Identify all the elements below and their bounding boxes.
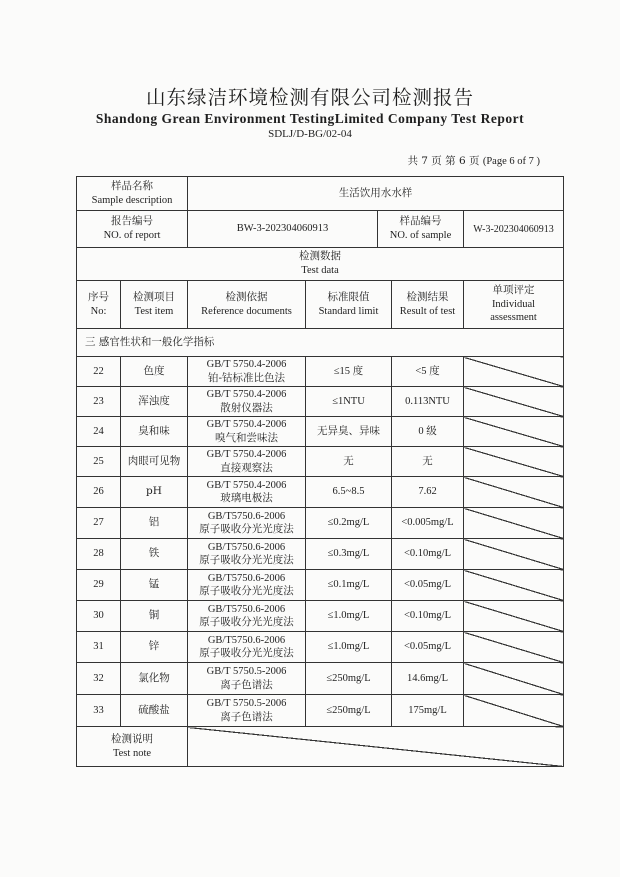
row-assessment-empty xyxy=(464,632,564,663)
reference-standard: GB/T5750.6-2006 xyxy=(207,603,286,615)
row-result: 0.113NTU xyxy=(392,387,464,417)
row-no: 24 xyxy=(77,417,121,447)
row-result: <0.005mg/L xyxy=(392,508,464,539)
row-result: 0 级 xyxy=(392,417,464,447)
row-limit: ≤0.2mg/L xyxy=(306,508,392,539)
row-result: <0.05mg/L xyxy=(392,632,464,663)
test-note-label-en: Test note xyxy=(112,747,152,759)
reference-standard: GB/T 5750.4-2006 xyxy=(206,359,287,371)
reference-standard: GB/T5750.6-2006 xyxy=(207,541,286,553)
test-note-label-cn: 检测说明 xyxy=(111,732,153,745)
row-result: <0.05mg/L xyxy=(392,570,464,601)
row-reference xyxy=(188,477,306,508)
row-assessment-empty xyxy=(464,663,564,695)
row-reference xyxy=(188,357,306,387)
reference-standard: GB/T5750.6-2006 xyxy=(207,572,286,584)
row-no: 23 xyxy=(77,387,121,417)
row-assessment-empty xyxy=(464,539,564,570)
row-item: 硫酸盐 xyxy=(121,695,188,727)
table-row xyxy=(77,447,564,477)
page-indicator xyxy=(407,153,540,168)
row-limit: ≤0.1mg/L xyxy=(306,570,392,601)
reference-standard: GB/T 5750.5-2006 xyxy=(206,666,287,678)
table-row xyxy=(77,663,564,695)
reference-method: 原子吸收分光光度法 xyxy=(199,554,294,566)
row-item: 色度 xyxy=(121,357,188,387)
row-result: 7.62 xyxy=(392,477,464,508)
page-indicator-cn: 共 7 页 第 6 页 xyxy=(407,155,480,167)
row-reference xyxy=(188,695,306,727)
col-header-assessment: 单项评定 Individual assessment xyxy=(464,281,564,329)
row-result: <0.10mg/L xyxy=(392,539,464,570)
row-assessment-empty xyxy=(464,570,564,601)
row-limit: ≤1.0mg/L xyxy=(306,601,392,632)
row-item: 铜 xyxy=(121,601,188,632)
test-report-table xyxy=(76,176,564,767)
col-header-result: 检测结果 Result of test xyxy=(392,281,464,329)
row-limit: ≤1NTU xyxy=(306,387,392,417)
row-result: <0.10mg/L xyxy=(392,601,464,632)
row-no: 33 xyxy=(77,695,121,727)
test-note-value-empty xyxy=(188,727,564,767)
row-no: 28 xyxy=(77,539,121,570)
table-row xyxy=(77,570,564,601)
row-limit: ≤250mg/L xyxy=(306,663,392,695)
row-assessment-empty xyxy=(464,508,564,539)
section-title-row xyxy=(77,329,564,357)
row-reference xyxy=(188,508,306,539)
row-assessment-empty xyxy=(464,417,564,447)
row-limit: ≤0.3mg/L xyxy=(306,539,392,570)
table-row xyxy=(77,695,564,727)
table-row xyxy=(77,417,564,447)
row-no: 26 xyxy=(77,477,121,508)
page-indicator-en: (Page 6 of 7 ) xyxy=(482,156,540,167)
row-limit: ≤1.0mg/L xyxy=(306,632,392,663)
row-reference xyxy=(188,539,306,570)
row-assessment-empty xyxy=(464,601,564,632)
row-limit: 无 xyxy=(306,447,392,477)
row-result: 无 xyxy=(392,447,464,477)
row-no: 29 xyxy=(77,570,121,601)
table-row xyxy=(77,477,564,508)
reference-method: 原子吸收分光光度法 xyxy=(199,616,294,628)
reference-method: 直接观察法 xyxy=(220,461,273,474)
row-limit: ≤15 度 xyxy=(306,357,392,387)
sample-description-row xyxy=(77,177,564,211)
row-reference xyxy=(188,447,306,477)
test-data-row xyxy=(77,248,564,281)
row-assessment-empty xyxy=(464,357,564,387)
report-number-row xyxy=(77,211,564,248)
sample-number-label: 样品编号 NO. of sample xyxy=(378,211,464,248)
row-result: 175mg/L xyxy=(392,695,464,727)
reference-standard: GB/T5750.6-2006 xyxy=(207,510,286,522)
col-header-reference: 检测依据 Reference documents xyxy=(188,281,306,329)
row-item: 锰 xyxy=(121,570,188,601)
row-item: 铁 xyxy=(121,539,188,570)
reference-method: 铂-钴标准比色法 xyxy=(207,371,286,384)
section-title: 三 感官性状和一般化学指标 xyxy=(77,329,564,357)
table-row xyxy=(77,387,564,417)
reference-standard: GB/T 5750.4-2006 xyxy=(206,389,287,401)
row-reference xyxy=(188,570,306,601)
row-reference xyxy=(188,601,306,632)
sample-description-label: 样品名称 Sample description xyxy=(77,177,188,211)
reference-method: 散射仪器法 xyxy=(220,401,273,414)
document-code: SDLJ/D-BG/02-04 xyxy=(268,128,352,140)
reference-method: 离子色谱法 xyxy=(220,678,273,691)
reference-standard: GB/T5750.6-2006 xyxy=(207,634,286,646)
col-header-limit: 标准限值 Standard limit xyxy=(306,281,392,329)
sample-number-value: W-3-202304060913 xyxy=(464,211,564,248)
row-limit: 无异臭、异味 xyxy=(306,417,392,447)
test-note-row xyxy=(77,727,564,767)
reference-method: 离子色谱法 xyxy=(220,710,273,723)
test-data-heading: 检测数据 Test data xyxy=(77,248,564,281)
row-assessment-empty xyxy=(464,695,564,727)
row-item: 臭和味 xyxy=(121,417,188,447)
row-no: 27 xyxy=(77,508,121,539)
row-item: 肉眼可见物 xyxy=(121,447,188,477)
row-item: 锌 xyxy=(121,632,188,663)
reference-standard: GB/T 5750.4-2006 xyxy=(206,449,287,461)
row-reference xyxy=(188,632,306,663)
table-row xyxy=(77,539,564,570)
sample-description-value: 生活饮用水水样 xyxy=(188,177,564,211)
row-item: pH xyxy=(121,477,188,508)
col-header-item: 检测项目 Test item xyxy=(121,281,188,329)
row-no: 31 xyxy=(77,632,121,663)
row-assessment-empty xyxy=(464,447,564,477)
table-row xyxy=(77,508,564,539)
row-no: 32 xyxy=(77,663,121,695)
table-row xyxy=(77,601,564,632)
row-assessment-empty xyxy=(464,387,564,417)
row-no: 30 xyxy=(77,601,121,632)
row-item: 浑浊度 xyxy=(121,387,188,417)
reference-method: 原子吸收分光光度法 xyxy=(199,523,294,535)
row-reference xyxy=(188,663,306,695)
row-item: 氯化物 xyxy=(121,663,188,695)
row-assessment-empty xyxy=(464,477,564,508)
reference-standard: GB/T 5750.4-2006 xyxy=(206,419,287,431)
row-no: 25 xyxy=(77,447,121,477)
row-result: 14.6mg/L xyxy=(392,663,464,695)
table-row xyxy=(77,632,564,663)
row-limit: ≤250mg/L xyxy=(306,695,392,727)
row-reference xyxy=(188,387,306,417)
row-result: <5 度 xyxy=(392,357,464,387)
report-number-value: BW-3-202304060913 xyxy=(188,211,378,248)
reference-standard: GB/T 5750.4-2006 xyxy=(206,479,287,491)
report-title-en: Shandong Grean Environment TestingLimited Company Test Report xyxy=(95,111,525,126)
column-header-row xyxy=(77,281,564,329)
reference-method: 玻璃电极法 xyxy=(220,492,273,504)
col-header-no: 序号 No: xyxy=(77,281,121,329)
reference-method: 嗅气和尝味法 xyxy=(215,431,278,444)
test-note-label xyxy=(77,727,188,767)
row-item: 铝 xyxy=(121,508,188,539)
reference-method: 原子吸收分光光度法 xyxy=(199,647,294,659)
report-number-label: 报告编号 NO. of report xyxy=(77,211,188,248)
row-reference xyxy=(188,417,306,447)
table-row xyxy=(77,357,564,387)
report-title-cn: 山东绿洁环境检测有限公司检测报告 xyxy=(145,86,474,109)
reference-method: 原子吸收分光光度法 xyxy=(199,585,294,597)
reference-standard: GB/T 5750.5-2006 xyxy=(206,698,287,710)
row-limit: 6.5~8.5 xyxy=(306,477,392,508)
row-no: 22 xyxy=(77,357,121,387)
